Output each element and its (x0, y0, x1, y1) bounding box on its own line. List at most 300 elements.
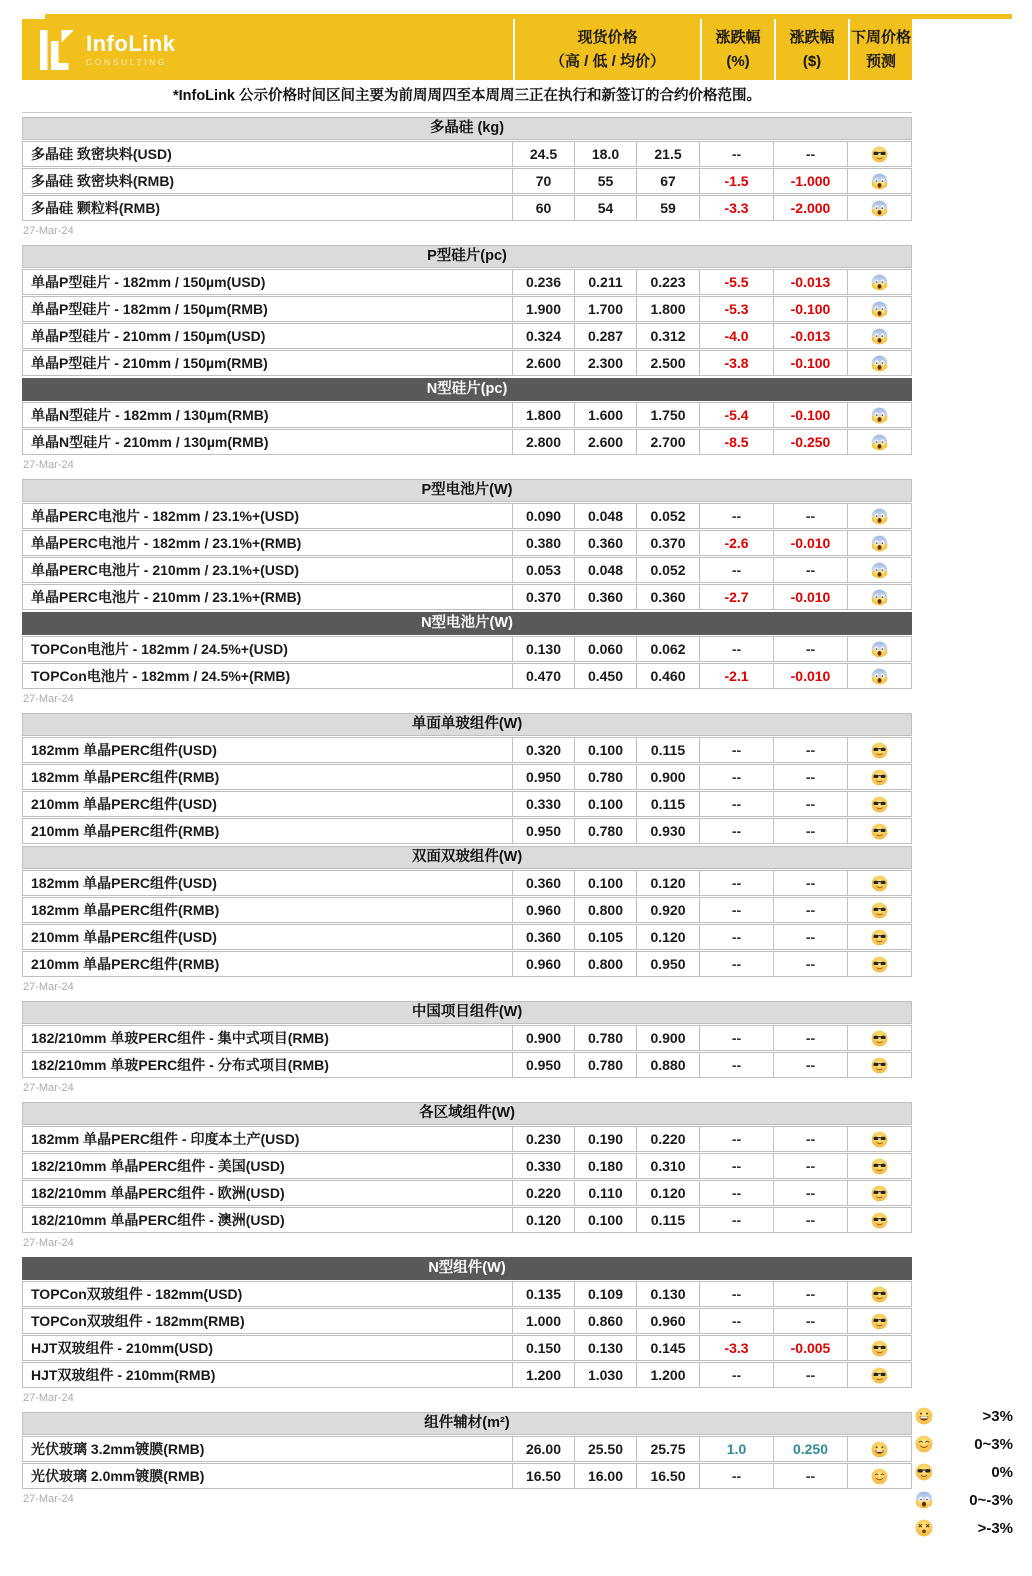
date-stamp: 27-Mar-24 (23, 1082, 74, 1094)
price-low: 0.060 (574, 637, 636, 661)
price-low: 0.190 (574, 1127, 636, 1151)
price-high: 2.800 (512, 430, 574, 454)
price-avg: 16.50 (636, 1464, 699, 1488)
price-low: 16.00 (574, 1464, 636, 1488)
price-high: 0.330 (512, 1154, 574, 1178)
change-usd: -- (773, 504, 847, 528)
price-avg: 0.145 (636, 1336, 699, 1360)
forecast-title: 下周价格 (850, 29, 911, 47)
change-pct: -3.8 (699, 351, 773, 375)
forecast-cell (847, 792, 911, 816)
table-row (22, 897, 912, 923)
table-row (22, 1126, 912, 1152)
product-name: 单晶P型硅片 - 210mm / 150µm(RMB) (31, 355, 268, 371)
forecast-cell (847, 585, 911, 609)
forecast-cell (847, 1154, 911, 1178)
table-row (22, 584, 912, 610)
scream-emoji-icon (871, 274, 888, 291)
price-avg: 0.115 (636, 792, 699, 816)
price-avg: 2.500 (636, 351, 699, 375)
change-usd: -- (773, 1026, 847, 1050)
forecast-cell (847, 1437, 911, 1461)
section-header: 组件辅材(m²) (22, 1412, 912, 1435)
change-pct: -2.7 (699, 585, 773, 609)
cool-emoji-icon (915, 1463, 933, 1481)
price-avg: 0.960 (636, 1309, 699, 1333)
change-usd: -0.013 (773, 324, 847, 348)
change-pct-title: 涨跌幅 (715, 29, 761, 47)
smile-emoji-icon (915, 1435, 933, 1453)
scream-emoji-icon (871, 301, 888, 318)
forecast-cell (847, 1053, 911, 1077)
price-high: 0.330 (512, 792, 574, 816)
change-pct: -- (699, 1363, 773, 1387)
scream-emoji-icon (871, 355, 888, 372)
price-avg: 59 (636, 196, 699, 220)
table-row (22, 1362, 912, 1388)
price-high: 0.380 (512, 531, 574, 555)
table-row (22, 764, 912, 790)
product-name: 182mm 单晶PERC组件(USD) (31, 742, 217, 758)
date-stamp: 27-Mar-24 (23, 1237, 74, 1249)
spot-price-subtitle: （高 / 低 / 均价） (549, 52, 665, 70)
product-name: 单晶N型硅片 - 182mm / 130µm(RMB) (31, 407, 269, 423)
change-usd: -- (773, 925, 847, 949)
change-usd: -- (773, 142, 847, 166)
change-pct: -- (699, 952, 773, 976)
product-name: 182mm 单晶PERC组件(USD) (31, 875, 217, 891)
forecast-cell (847, 898, 911, 922)
price-high: 70 (512, 169, 574, 193)
price-low: 0.800 (574, 898, 636, 922)
price-low: 0.780 (574, 1053, 636, 1077)
price-avg: 0.312 (636, 324, 699, 348)
change-pct: -- (699, 1053, 773, 1077)
table-row (22, 557, 912, 583)
product-name: 182/210mm 单晶PERC组件 - 美国(USD) (31, 1158, 285, 1174)
product-name: 210mm 单晶PERC组件(RMB) (31, 956, 220, 972)
change-pct: -- (699, 504, 773, 528)
legend-item (915, 1514, 1013, 1542)
price-high: 1.900 (512, 297, 574, 321)
price-avg: 1.200 (636, 1363, 699, 1387)
change-usd: -- (773, 1181, 847, 1205)
scream-emoji-icon (871, 668, 888, 685)
grin-emoji-icon (915, 1407, 933, 1425)
forecast-cell (847, 765, 911, 789)
price-low: 0.110 (574, 1181, 636, 1205)
change-usd: -- (773, 1464, 847, 1488)
price-high: 0.950 (512, 819, 574, 843)
cool-emoji-icon (871, 796, 888, 813)
change-usd: 0.250 (773, 1437, 847, 1461)
forecast-cell (847, 1336, 911, 1360)
column-header-change-pct (700, 19, 774, 80)
forecast-cell (847, 1309, 911, 1333)
product-name: 182mm 单晶PERC组件(RMB) (31, 902, 220, 918)
price-low: 0.105 (574, 925, 636, 949)
price-avg: 0.120 (636, 1181, 699, 1205)
price-high: 0.960 (512, 898, 574, 922)
price-low: 18.0 (574, 142, 636, 166)
price-avg: 0.223 (636, 270, 699, 294)
change-pct: -- (699, 738, 773, 762)
table-row (22, 1436, 912, 1462)
forecast-cell (847, 952, 911, 976)
price-avg: 0.130 (636, 1282, 699, 1306)
product-name: TOPCon双玻组件 - 182mm(RMB) (31, 1313, 245, 1329)
section-header: P型电池片(W) (22, 479, 912, 502)
forecast-subtitle: 预测 (865, 52, 896, 70)
change-usd: -0.013 (773, 270, 847, 294)
product-name: 单晶P型硅片 - 210mm / 150µm(USD) (31, 328, 266, 344)
price-high: 0.950 (512, 1053, 574, 1077)
forecast-cell (847, 1208, 911, 1232)
product-name: 182mm 单晶PERC组件 - 印度本土产(USD) (31, 1131, 300, 1147)
forecast-cell (847, 1464, 911, 1488)
price-low: 0.130 (574, 1336, 636, 1360)
table-row (22, 1335, 912, 1361)
change-usd-title: 涨跌幅 (789, 29, 835, 47)
section-header: 单面单玻组件(W) (22, 713, 912, 736)
smile-emoji-icon (871, 1468, 888, 1485)
forecast-cell (847, 169, 911, 193)
price-high: 0.220 (512, 1181, 574, 1205)
change-pct: -- (699, 558, 773, 582)
forecast-cell (847, 270, 911, 294)
table-row (22, 141, 912, 167)
product-name: 单晶P型硅片 - 182mm / 150µm(USD) (31, 274, 266, 290)
price-low: 1.030 (574, 1363, 636, 1387)
change-pct-subtitle: (%) (726, 52, 750, 70)
forecast-cell (847, 819, 911, 843)
table-row (22, 791, 912, 817)
change-usd: -- (773, 792, 847, 816)
price-low: 0.211 (574, 270, 636, 294)
price-low: 25.50 (574, 1437, 636, 1461)
pricing-note: *InfoLink 公示价格时间区间主要为前周周四至本周周三正在执行和新签订的合约价格范围。 (22, 80, 912, 113)
price-low: 0.180 (574, 1154, 636, 1178)
price-avg: 0.900 (636, 765, 699, 789)
date-stamp: 27-Mar-24 (23, 981, 74, 993)
price-avg: 0.220 (636, 1127, 699, 1151)
price-high: 0.470 (512, 664, 574, 688)
section-header: N型硅片(pc) (22, 378, 912, 401)
change-usd: -- (773, 1208, 847, 1232)
change-usd: -- (773, 1282, 847, 1306)
change-usd: -- (773, 637, 847, 661)
date-stamp: 27-Mar-24 (23, 459, 74, 471)
change-usd: -- (773, 1363, 847, 1387)
price-low: 0.100 (574, 792, 636, 816)
change-pct: -1.5 (699, 169, 773, 193)
product-name: 单晶PERC电池片 - 182mm / 23.1%+(USD) (31, 508, 300, 524)
price-low: 54 (574, 196, 636, 220)
price-low: 2.300 (574, 351, 636, 375)
change-usd: -2.000 (773, 196, 847, 220)
change-pct: -- (699, 819, 773, 843)
price-avg: 0.880 (636, 1053, 699, 1077)
forecast-cell (847, 871, 911, 895)
forecast-cell (847, 1026, 911, 1050)
scream-emoji-icon (871, 328, 888, 345)
price-avg: 0.115 (636, 1208, 699, 1232)
forecast-legend (915, 1402, 1013, 1542)
change-pct: -3.3 (699, 196, 773, 220)
product-name: 182/210mm 单晶PERC组件 - 欧洲(USD) (31, 1185, 285, 1201)
price-low: 0.109 (574, 1282, 636, 1306)
change-pct: -- (699, 1026, 773, 1050)
change-pct: -3.3 (699, 1336, 773, 1360)
change-usd: -- (773, 1309, 847, 1333)
price-high: 1.200 (512, 1363, 574, 1387)
brand-name: InfoLink (86, 30, 176, 56)
table-row (22, 1025, 912, 1051)
change-pct: -5.5 (699, 270, 773, 294)
forecast-cell (847, 664, 911, 688)
legend-item (915, 1430, 1013, 1458)
price-low: 0.048 (574, 504, 636, 528)
column-header-forecast (848, 19, 912, 80)
scream-emoji-icon (871, 641, 888, 658)
table-row (22, 1207, 912, 1233)
product-name: 210mm 单晶PERC组件(USD) (31, 929, 217, 945)
price-avg: 0.120 (636, 871, 699, 895)
legend-item (915, 1458, 1013, 1486)
change-pct: -2.6 (699, 531, 773, 555)
cool-emoji-icon (871, 902, 888, 919)
product-name: 210mm 单晶PERC组件(RMB) (31, 823, 220, 839)
price-avg: 25.75 (636, 1437, 699, 1461)
forecast-cell (847, 637, 911, 661)
table-row (22, 530, 912, 556)
forecast-cell (847, 504, 911, 528)
change-usd: -0.010 (773, 585, 847, 609)
price-high: 26.00 (512, 1437, 574, 1461)
report-header (22, 19, 912, 80)
change-pct: -- (699, 925, 773, 949)
price-avg: 2.700 (636, 430, 699, 454)
date-stamp: 27-Mar-24 (23, 693, 74, 705)
table-row (22, 503, 912, 529)
column-header-change-usd (774, 19, 848, 80)
product-name: 单晶PERC电池片 - 182mm / 23.1%+(RMB) (31, 535, 302, 551)
change-pct: -- (699, 765, 773, 789)
change-usd: -- (773, 765, 847, 789)
change-usd: -- (773, 819, 847, 843)
price-sheet (22, 19, 912, 1513)
price-high: 0.053 (512, 558, 574, 582)
forecast-cell (847, 925, 911, 949)
change-pct: -- (699, 1181, 773, 1205)
forecast-cell (847, 1363, 911, 1387)
price-avg: 0.900 (636, 1026, 699, 1050)
product-name: 单晶P型硅片 - 182mm / 150µm(RMB) (31, 301, 268, 317)
legend-item (915, 1402, 1013, 1430)
price-high: 0.236 (512, 270, 574, 294)
price-low: 0.287 (574, 324, 636, 348)
price-avg: 0.062 (636, 637, 699, 661)
price-high: 0.120 (512, 1208, 574, 1232)
price-low: 55 (574, 169, 636, 193)
product-name: HJT双玻组件 - 210mm(USD) (31, 1340, 214, 1356)
change-pct: -- (699, 871, 773, 895)
cool-emoji-icon (871, 769, 888, 786)
price-high: 0.320 (512, 738, 574, 762)
price-avg: 0.360 (636, 585, 699, 609)
change-usd: -- (773, 871, 847, 895)
table-row (22, 1052, 912, 1078)
product-name: HJT双玻组件 - 210mm(RMB) (31, 1367, 216, 1383)
scream-emoji-icon (871, 589, 888, 606)
change-pct: -- (699, 792, 773, 816)
cool-emoji-icon (871, 1131, 888, 1148)
price-avg: 0.920 (636, 898, 699, 922)
legend-label: 0~-3% (969, 1491, 1013, 1509)
table-row (22, 402, 912, 428)
table-row (22, 195, 912, 221)
price-low: 0.860 (574, 1309, 636, 1333)
change-pct: -8.5 (699, 430, 773, 454)
section-header: N型电池片(W) (22, 612, 912, 635)
price-high: 1.800 (512, 403, 574, 427)
product-name: 单晶N型硅片 - 210mm / 130µm(RMB) (31, 434, 269, 450)
change-usd: -0.005 (773, 1336, 847, 1360)
table-row (22, 818, 912, 844)
section-header: N型组件(W) (22, 1257, 912, 1280)
cool-emoji-icon (871, 823, 888, 840)
table-row (22, 1281, 912, 1307)
price-low: 1.700 (574, 297, 636, 321)
dizzy-emoji-icon (915, 1519, 933, 1537)
product-name: TOPCon双玻组件 - 182mm(USD) (31, 1286, 243, 1302)
change-usd: -- (773, 738, 847, 762)
cool-emoji-icon (871, 1367, 888, 1384)
forecast-cell (847, 1282, 911, 1306)
cool-emoji-icon (871, 1057, 888, 1074)
spot-price-title: 现货价格 (577, 29, 638, 47)
price-low: 1.600 (574, 403, 636, 427)
forecast-cell (847, 351, 911, 375)
price-high: 0.230 (512, 1127, 574, 1151)
table-row (22, 168, 912, 194)
change-pct: -- (699, 898, 773, 922)
price-high: 0.360 (512, 925, 574, 949)
column-header-spot-price (513, 19, 700, 80)
price-high: 0.360 (512, 871, 574, 895)
table-row (22, 323, 912, 349)
table-row (22, 269, 912, 295)
scream-emoji-icon (871, 200, 888, 217)
table-row (22, 1308, 912, 1334)
cool-emoji-icon (871, 1185, 888, 1202)
product-name: 多晶硅 颗粒料(RMB) (31, 200, 161, 216)
price-avg: 21.5 (636, 142, 699, 166)
change-usd: -1.000 (773, 169, 847, 193)
change-pct: -5.4 (699, 403, 773, 427)
change-usd: -- (773, 1154, 847, 1178)
price-high: 1.000 (512, 1309, 574, 1333)
product-name: 单晶PERC电池片 - 210mm / 23.1%+(RMB) (31, 589, 302, 605)
scream-emoji-icon (871, 535, 888, 552)
product-name: TOPCon电池片 - 182mm / 24.5%+(RMB) (31, 668, 291, 684)
cool-emoji-icon (871, 1212, 888, 1229)
table-row (22, 636, 912, 662)
product-name: 多晶硅 致密块料(RMB) (31, 173, 175, 189)
price-avg: 0.052 (636, 558, 699, 582)
product-name: 单晶PERC电池片 - 210mm / 23.1%+(USD) (31, 562, 300, 578)
change-pct: -5.3 (699, 297, 773, 321)
price-low: 0.780 (574, 819, 636, 843)
legend-label: >-3% (977, 1519, 1013, 1537)
price-high: 0.370 (512, 585, 574, 609)
price-high: 0.950 (512, 765, 574, 789)
product-name: 多晶硅 致密块料(USD) (31, 146, 172, 162)
change-pct: -- (699, 1208, 773, 1232)
price-avg: 1.750 (636, 403, 699, 427)
section-header: P型硅片(pc) (22, 245, 912, 268)
price-high: 0.960 (512, 952, 574, 976)
price-low: 0.360 (574, 531, 636, 555)
price-high: 0.135 (512, 1282, 574, 1306)
change-usd: -0.100 (773, 297, 847, 321)
forecast-cell (847, 531, 911, 555)
price-avg: 0.370 (636, 531, 699, 555)
forecast-cell (847, 297, 911, 321)
price-high: 60 (512, 196, 574, 220)
change-usd: -0.250 (773, 430, 847, 454)
table-row (22, 951, 912, 977)
scream-emoji-icon (915, 1491, 933, 1509)
price-low: 0.780 (574, 765, 636, 789)
cool-emoji-icon (871, 956, 888, 973)
price-avg: 0.950 (636, 952, 699, 976)
change-usd: -- (773, 898, 847, 922)
price-low: 0.800 (574, 952, 636, 976)
change-usd: -0.100 (773, 351, 847, 375)
price-low: 0.100 (574, 871, 636, 895)
change-usd: -- (773, 1053, 847, 1077)
logo-text (86, 30, 176, 67)
product-name: 182mm 单晶PERC组件(RMB) (31, 769, 220, 785)
legend-item (915, 1486, 1013, 1514)
price-high: 0.090 (512, 504, 574, 528)
section-header: 中国项目组件(W) (22, 1001, 912, 1024)
price-high: 24.5 (512, 142, 574, 166)
change-pct: -- (699, 637, 773, 661)
change-pct: -- (699, 1127, 773, 1151)
legend-label: 0% (991, 1463, 1013, 1481)
legend-label: 0~3% (974, 1435, 1013, 1453)
cool-emoji-icon (871, 1158, 888, 1175)
product-name: TOPCon电池片 - 182mm / 24.5%+(USD) (31, 641, 288, 657)
scream-emoji-icon (871, 508, 888, 525)
change-pct: -2.1 (699, 664, 773, 688)
price-avg: 0.115 (636, 738, 699, 762)
section-header: 各区域组件(W) (22, 1102, 912, 1125)
price-high: 16.50 (512, 1464, 574, 1488)
table-row (22, 1153, 912, 1179)
change-pct: -- (699, 1282, 773, 1306)
price-avg: 0.930 (636, 819, 699, 843)
price-avg: 67 (636, 169, 699, 193)
change-usd: -- (773, 952, 847, 976)
change-pct: -4.0 (699, 324, 773, 348)
price-table (22, 117, 912, 1506)
price-low: 2.600 (574, 430, 636, 454)
forecast-cell (847, 1181, 911, 1205)
price-high: 0.130 (512, 637, 574, 661)
